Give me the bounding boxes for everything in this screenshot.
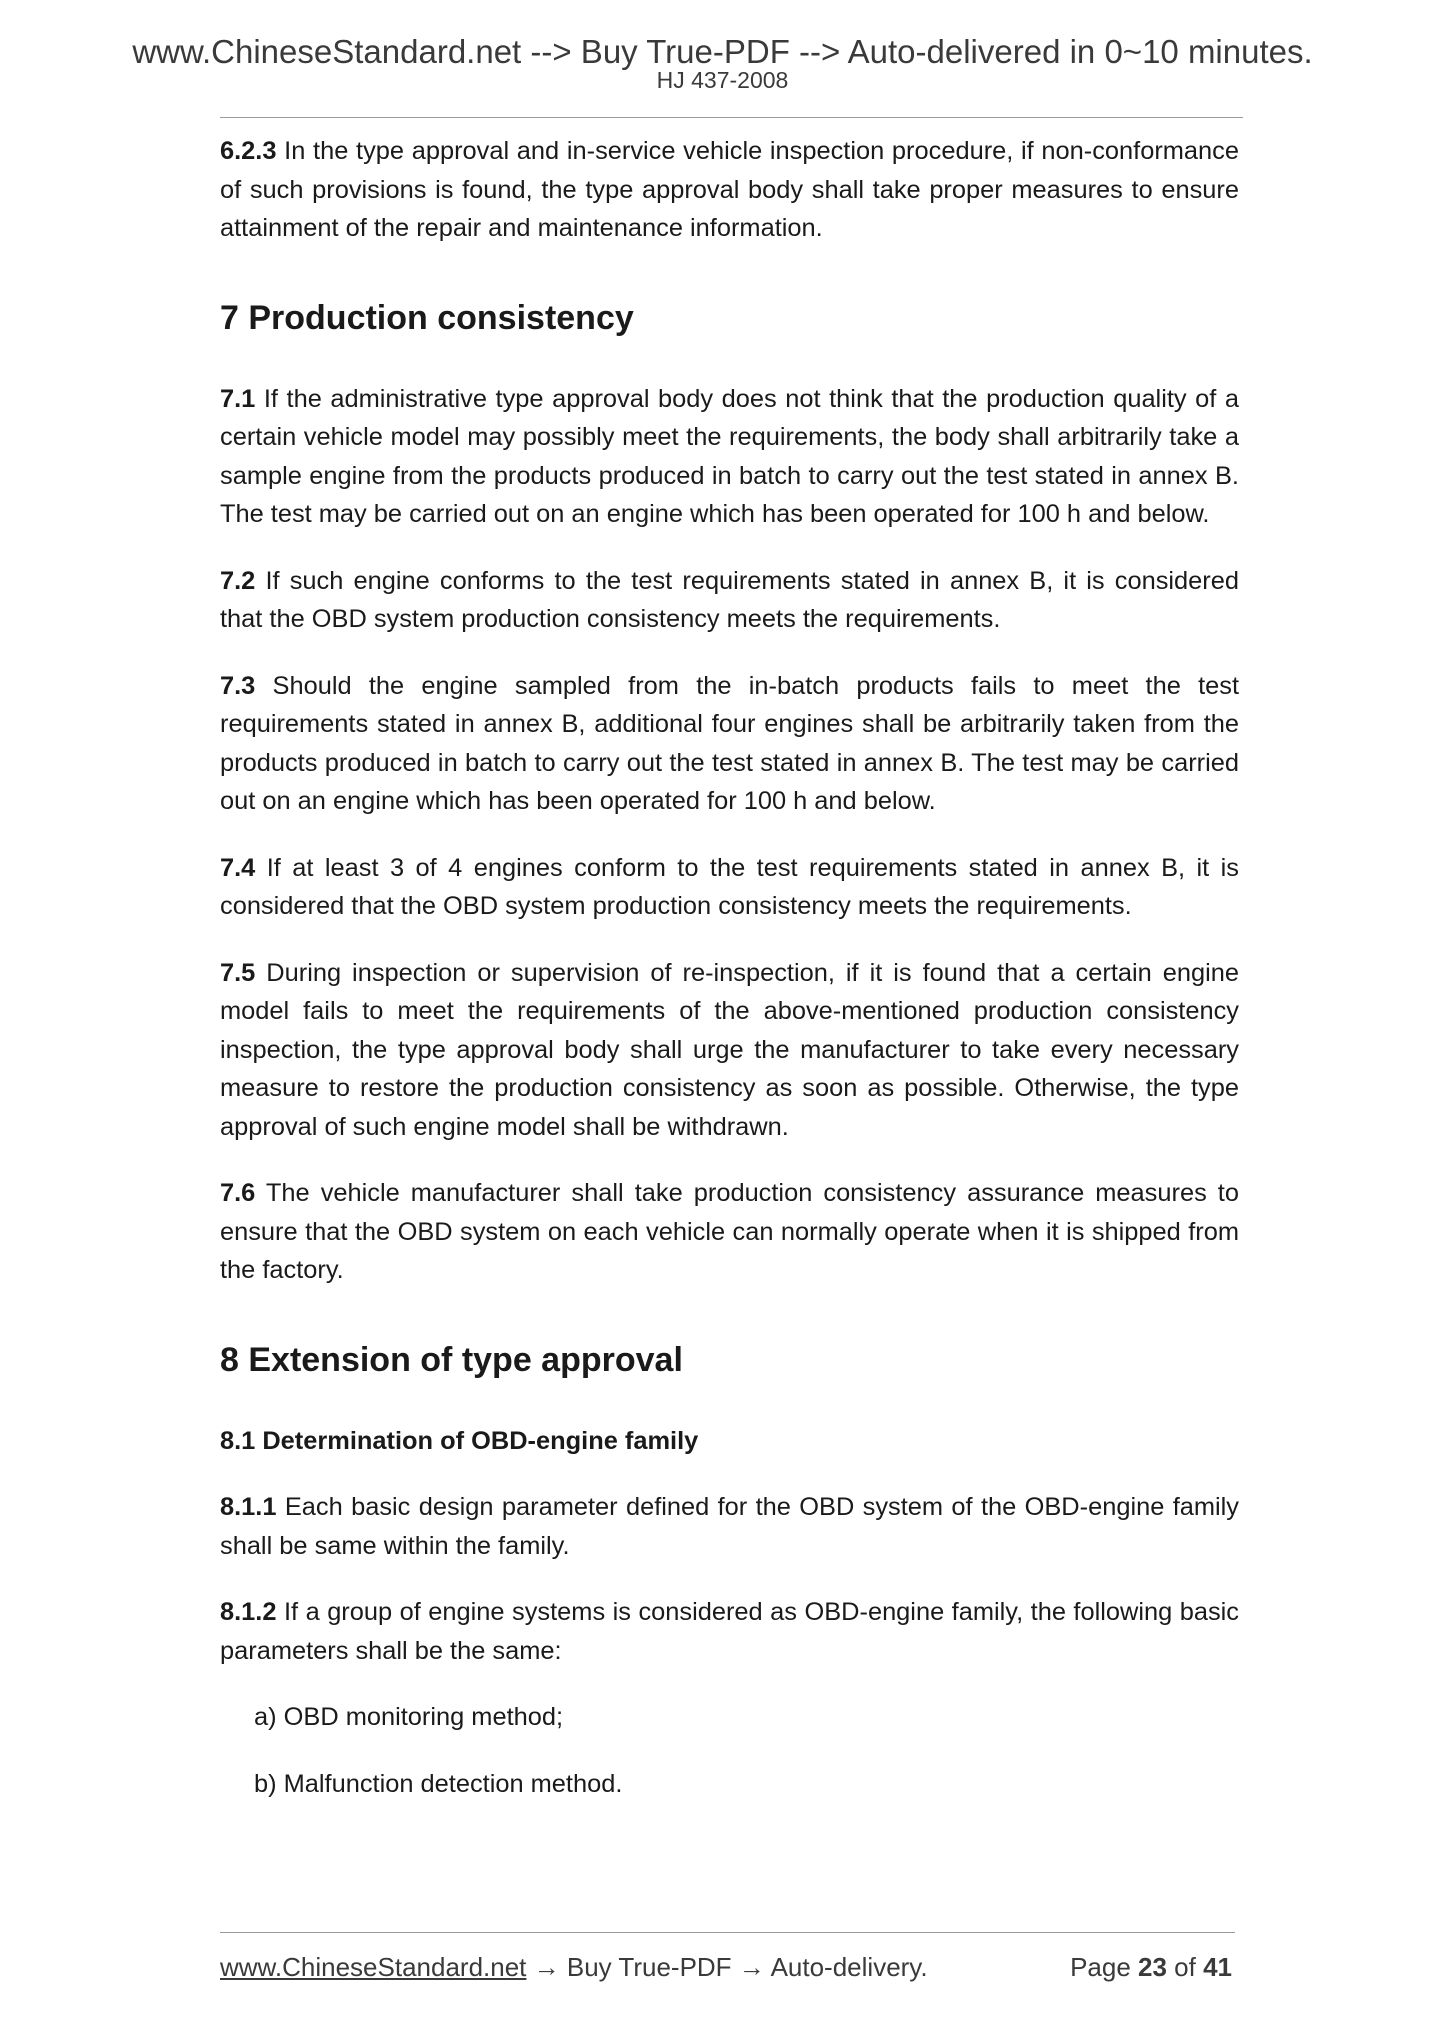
section-heading-8: 8 Extension of type approval [220, 1340, 683, 1379]
clause-7-3 [220, 667, 1239, 821]
subsection-heading-8-1: 8.1 Determination of OBD-engine family [220, 1426, 699, 1455]
clause-text: The vehicle manufacturer shall take production consistency assurance measures to ensure that the OBD system on each vehicle can normally operate when it is shipped from the factory. [220, 1179, 1239, 1284]
clause-number: 6.2.3 [220, 137, 277, 165]
page-number [1070, 1951, 1232, 1983]
clause-7-2 [220, 562, 1239, 639]
clause-7-6 [220, 1174, 1239, 1290]
section-heading-7: 7 Production consistency [220, 298, 634, 337]
clause-number: 7.6 [220, 1179, 256, 1207]
clause-number: 7.4 [220, 853, 256, 882]
clause-text: If at least 3 of 4 engines conform to the test requirements stated in annex B, it is considered that the OBD system production consistency meets the requirements. [220, 853, 1239, 920]
clause-number: 7.2 [220, 566, 256, 595]
clause-number: 7.3 [220, 671, 256, 700]
clause-6-2-3 [220, 132, 1239, 248]
clause-number: 8.1.2 [220, 1598, 277, 1626]
clause-text: If the administrative type approval body does not think that the production quality of a certain vehicle model may possibly meet the requirements, the body shall arbitrarily take a sample engine from the products produced in batch to carry out the test stated in annex B. The test may be carried out on an engine which has been operated for 100 h and below. [220, 384, 1239, 528]
clause-text: Each basic design parameter defined for the OBD system of the OBD-engine family shall be same within the family. [220, 1493, 1239, 1560]
document-id: HJ 437-2008 [656, 67, 789, 93]
list-item-b: b) Malfunction detection method. [254, 1769, 623, 1798]
clause-text: Should the engine sampled from the in-batch products fails to meet the test requirements stated in annex B, additional four engines shall be arbitrarily taken from the products produced in batch to carry out the test stated in annex B. The test may be carried out on an engine which has been operated for 100 h and below. [220, 671, 1239, 815]
clause-number: 8.1.1 [220, 1493, 277, 1521]
clause-number: 7.1 [220, 384, 256, 413]
clause-text: If a group of engine systems is considered as OBD-engine family, the following basic parameters shall be the same: [220, 1598, 1239, 1665]
clause-text: If such engine conforms to the test requirements stated in annex B, it is considered that the OBD system production consistency meets the requirements. [220, 566, 1239, 633]
of-label: of [1166, 1952, 1204, 1982]
header-divider [220, 117, 1243, 118]
clause-7-1 [220, 380, 1239, 534]
clause-7-5 [220, 954, 1239, 1147]
clause-number: 7.5 [220, 958, 256, 987]
footer-link[interactable]: www.ChineseStandard.net [220, 1952, 527, 1982]
clause-8-1-2 [220, 1593, 1239, 1670]
page-label: Page [1070, 1952, 1139, 1982]
footer-promo [220, 1951, 928, 1983]
footer-promo-text: → Buy True-PDF → Auto-delivery. [526, 1952, 928, 1982]
clause-text: In the type approval and in-service vehicle inspection procedure, if non-conformance of such provisions is found, the type approval body shall take proper measures to ensure attainment of the repair and maintenance information. [220, 137, 1239, 242]
total-pages: 41 [1203, 1952, 1232, 1982]
header-banner: www.ChineseStandard.net --> Buy True-PDF --> Auto-delivered in 0~10 minutes. [132, 33, 1313, 70]
clause-8-1-1 [220, 1488, 1239, 1565]
page-content [220, 132, 1239, 1803]
current-page: 23 [1138, 1952, 1167, 1982]
footer-divider [220, 1932, 1235, 1933]
clause-7-4 [220, 849, 1239, 926]
clause-text: During inspection or supervision of re-inspection, if it is found that a certain engine model fails to meet the requirements of the above-mentioned production consistency inspection, the type approval body shall urge the manufacturer to take every necessary measure to restore the production consistency as soon as possible. Otherwise, the type approval of such engine model shall be withdrawn. [220, 958, 1239, 1141]
list-item-a: a) OBD monitoring method; [254, 1703, 564, 1731]
